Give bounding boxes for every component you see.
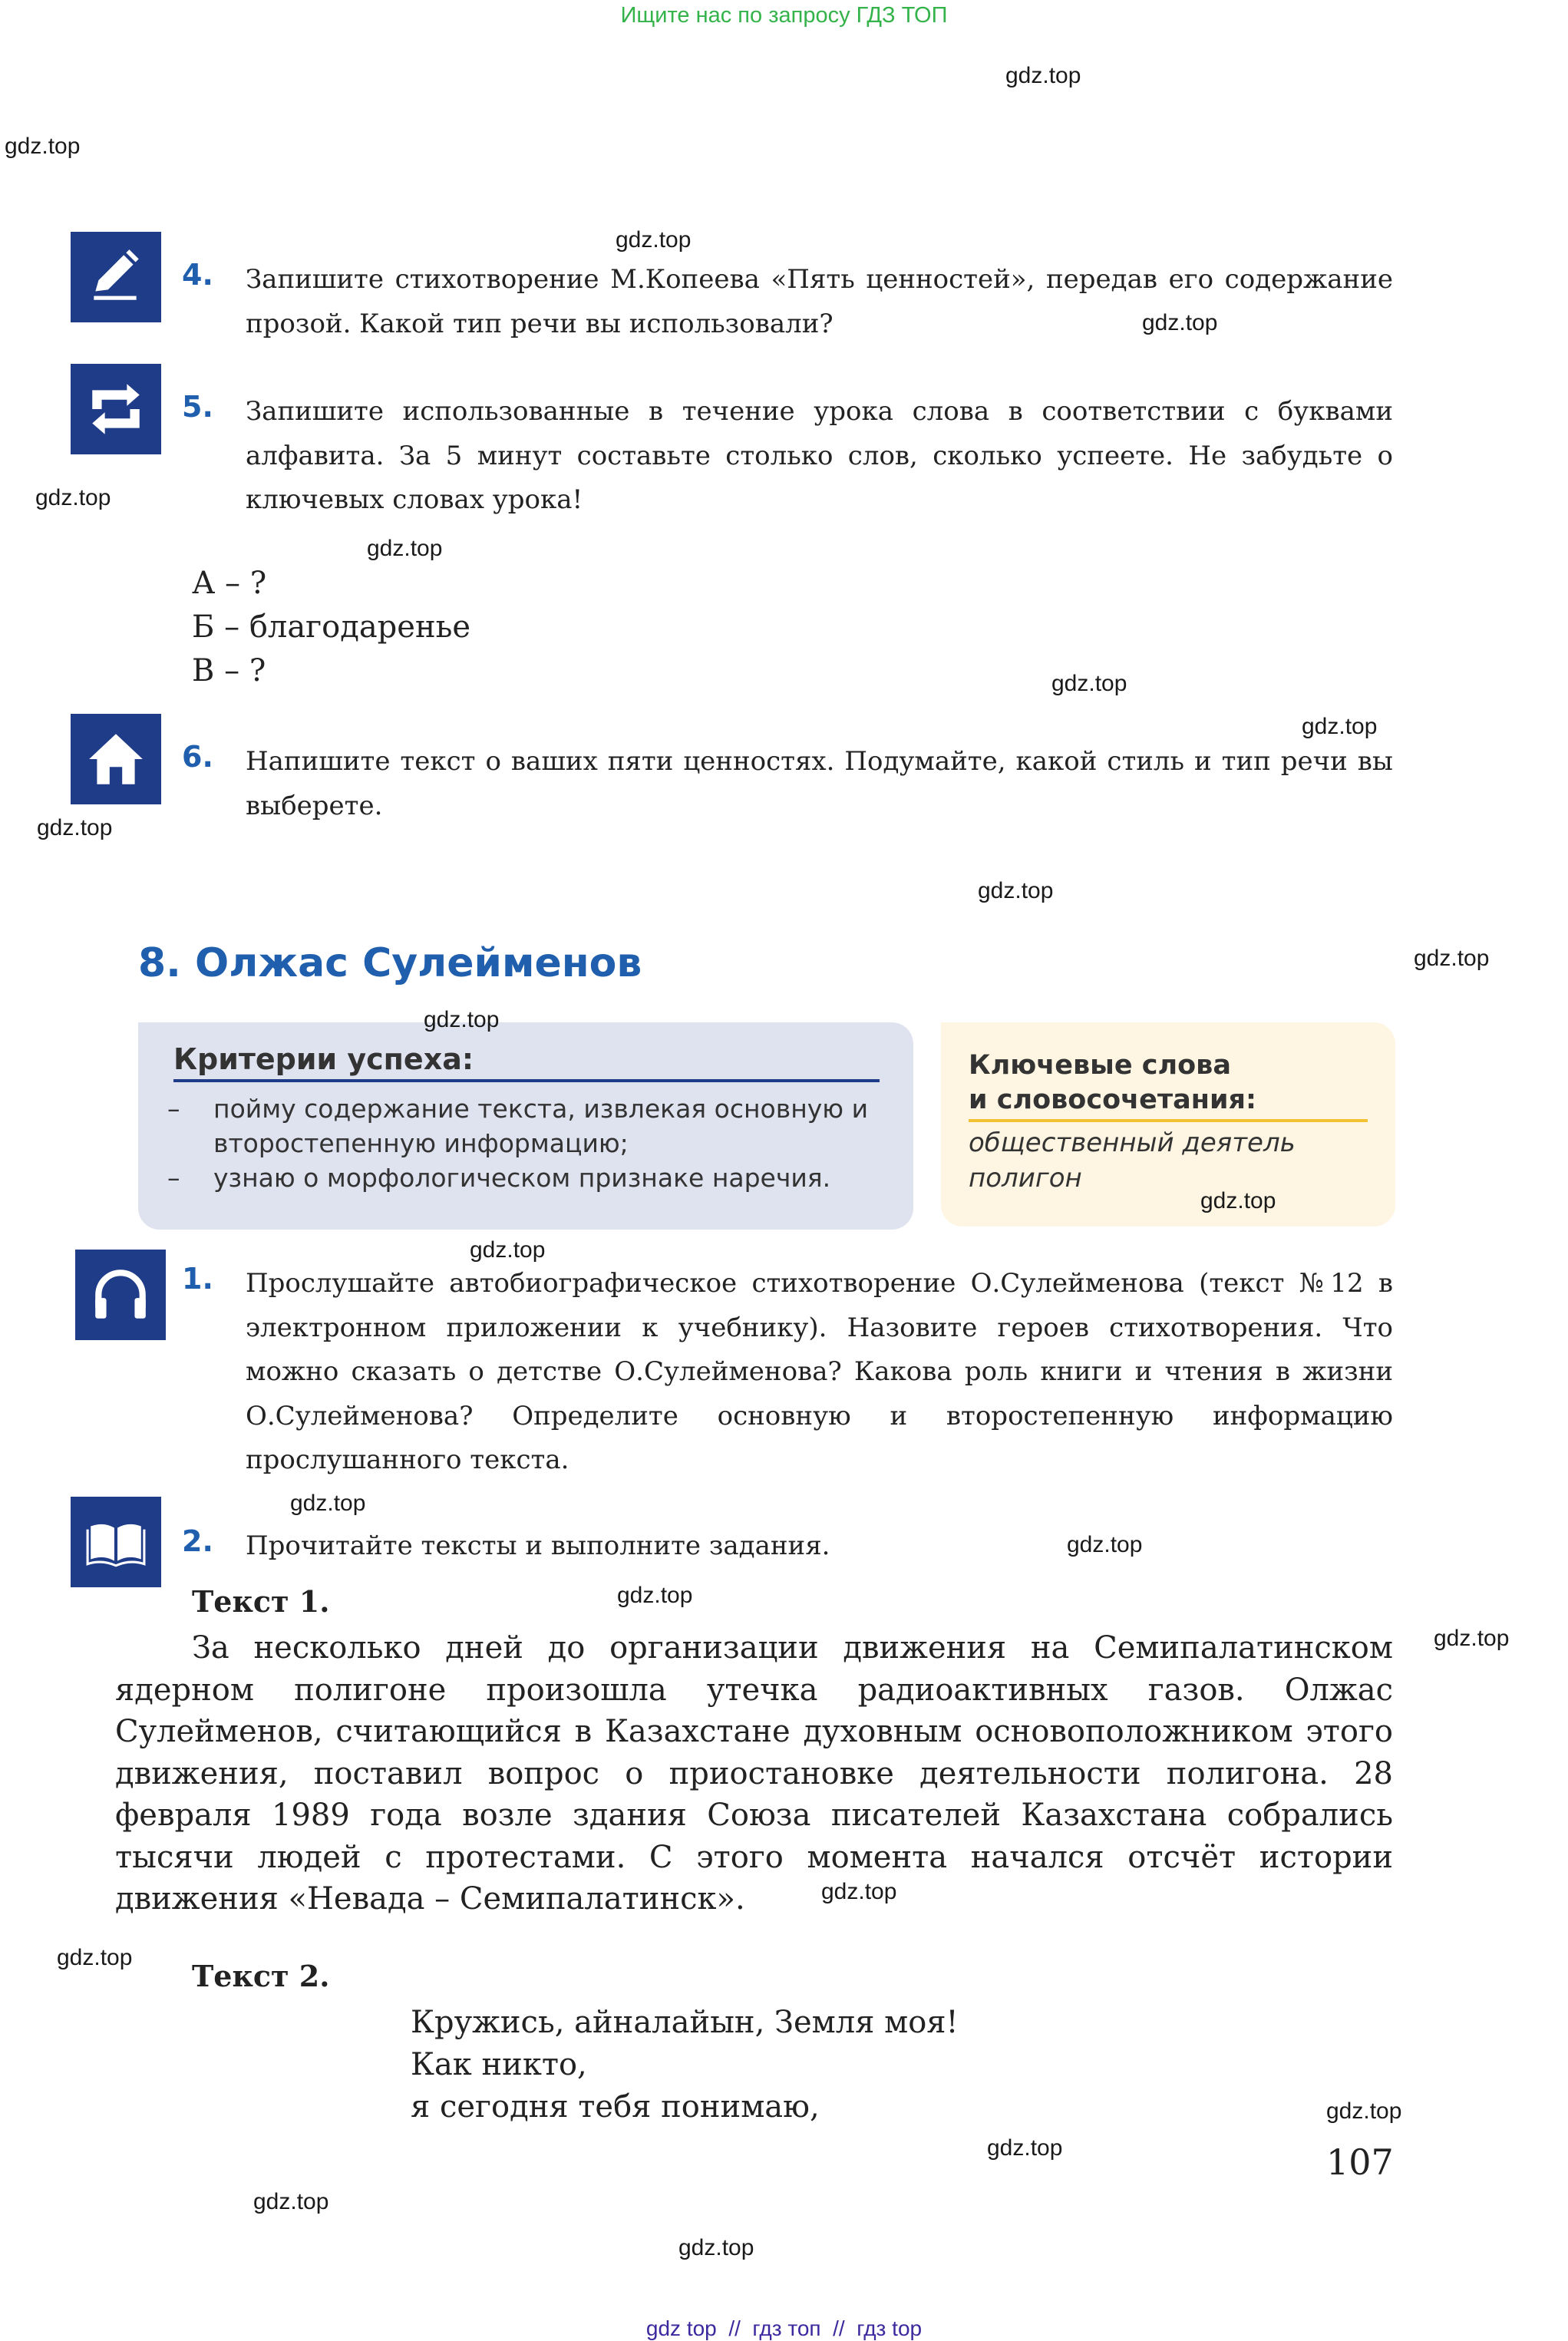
task-number: 1.	[182, 1262, 213, 1296]
repeat-arrows-icon	[71, 364, 161, 454]
watermark: gdz.top	[978, 878, 1054, 903]
task-number: 5.	[182, 390, 213, 424]
watermark: gdz.top	[1067, 1532, 1143, 1557]
poem-line: Кружись, айналайын, Земля моя!	[411, 2005, 959, 2040]
task-text: Прослушайте автобиографическое стихотворение О.Сулейменова (текст №12 в электронном приложении к учебнику). Назовите героев стихотворения. Что можно сказать о детстве О.Сулейменова? Какова роль книги и чтения в жизни О.Сулейменова? Определите основную и второстепенную информацию прослушанного текста.	[246, 1268, 1393, 1475]
watermark: gdz.top	[1005, 63, 1081, 88]
watermark: gdz.top	[678, 2235, 754, 2260]
list-item: полигон	[969, 1163, 1082, 1194]
watermark: gdz.top	[1326, 2098, 1402, 2124]
keywords-list	[969, 1125, 1296, 1196]
watermark: gdz.top	[424, 1007, 500, 1032]
task-text: Запишите стихотворение М.Копеева «Пять ценностей», передав его содержание прозой. Какой тип речи вы использовали?	[246, 264, 1393, 339]
list-item: – пойму содержание текста, извлекая основную и второстепенную информацию;	[167, 1091, 889, 1161]
watermark: gdz.top	[37, 815, 113, 840]
keywords-heading: Ключевые слова и словосочетания:	[969, 1050, 1256, 1115]
task-number: 4.	[182, 258, 213, 292]
text-2-title: Текст 2.	[192, 1959, 330, 1993]
section-title: 8. Олжас Сулейменов	[138, 940, 642, 986]
watermark: gdz.top	[1051, 671, 1127, 696]
divider	[969, 1119, 1368, 1122]
poem-line: Как никто,	[411, 2047, 587, 2082]
watermark: gdz.top	[987, 2135, 1063, 2161]
success-criteria-box	[138, 1022, 913, 1230]
watermark: gdz.top	[367, 536, 443, 561]
watermark: gdz.top	[1434, 1626, 1510, 1651]
criteria-heading: Критерии успеха:	[173, 1042, 474, 1076]
keywords-box	[941, 1022, 1395, 1227]
poem-line: я сегодня тебя понимаю,	[411, 2089, 820, 2125]
text-1-body: За несколько дней до организации движения на Семипалатинском ядерном полигоне произошла утечка радиоактивных газов. Олжас Сулейменов, считающийся в Казахстане духовным основоположником этого движения, поставил вопрос о приостановке деятельности полигона. 28 февраля 1989 года возле здания Союза писателей Казахстана собрались тысячи людей с протестами. С этого момента начался отсчёт истории движения «Невада – Семипалатинск».	[115, 1630, 1393, 1917]
watermark: gdz.top	[57, 1945, 133, 1970]
task-text: Напишите текст о ваших пяти ценностях. Подумайте, какой стиль и тип речи вы выберете.	[246, 746, 1393, 821]
watermark: gdz.top	[1200, 1188, 1276, 1213]
task-number: 6.	[182, 740, 213, 774]
watermark: gdz.top	[616, 227, 692, 253]
top-banner[interactable]: Ищите нас по запросу ГДЗ ТОП	[620, 3, 948, 28]
task-text: Прочитайте тексты и выполните задания.	[246, 1530, 830, 1561]
list-item: В – ?	[192, 653, 266, 688]
watermark: gdz.top	[1142, 310, 1218, 335]
watermark: gdz.top	[35, 485, 111, 510]
list-item: А – ?	[192, 566, 267, 601]
watermark: gdz.top	[1414, 946, 1490, 971]
watermark: gdz.top	[1302, 714, 1378, 739]
headphones-icon	[75, 1250, 166, 1340]
list-item: – узнаю о морфологическом признаке наречия.	[167, 1161, 889, 1195]
list-item: общественный деятель	[969, 1128, 1296, 1158]
open-book-icon	[71, 1497, 161, 1587]
watermark: gdz.top	[253, 2189, 329, 2214]
task-text: Запишите использованные в течение урока слова в соответствии с буквами алфавита. За 5 минут составьте столько слов, сколько успеете. Не забудьте о ключевых словах урока!	[246, 396, 1393, 515]
watermark: gdz.top	[821, 1879, 897, 1904]
page-number: 107	[1326, 2141, 1394, 2183]
watermark: gdz.top	[617, 1583, 693, 1608]
pencil-icon	[71, 232, 161, 322]
list-item: Б – благодаренье	[192, 609, 471, 645]
watermark: gdz.top	[470, 1237, 546, 1263]
home-icon	[71, 714, 161, 804]
watermark: gdz.top	[5, 134, 81, 159]
text-2-poem	[411, 2002, 959, 2128]
divider	[173, 1079, 880, 1082]
footer-links[interactable]: gdz top // гдз топ // гдз top	[645, 2316, 923, 2340]
alphabet-list	[192, 562, 470, 693]
task-number: 2.	[182, 1524, 213, 1558]
criteria-list	[167, 1091, 889, 1195]
text-1-title: Текст 1.	[192, 1584, 330, 1619]
watermark: gdz.top	[290, 1491, 366, 1516]
